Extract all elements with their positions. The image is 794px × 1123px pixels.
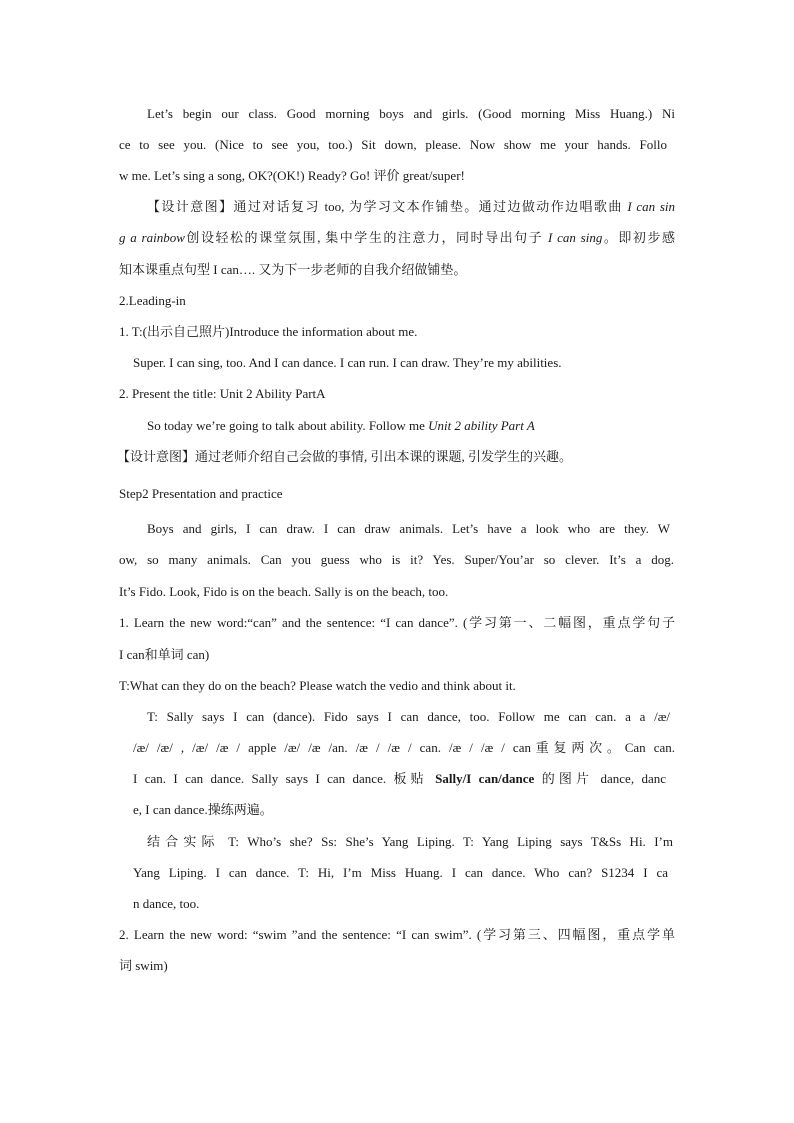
intro-line-3: w me. Let’s sing a song, OK?(OK!) Ready? Go! 评价 great/super! — [119, 168, 465, 183]
step2-item-1-line-1: 1. Learn the new word:“can” and the sentence: “I can dance”. (学习第一、二幅图，重点学句子 — [119, 615, 675, 630]
leading-item-2: 2. Present the title: Unit 2 Ability PartA — [119, 386, 326, 401]
step2-para-line-3: It’s Fido. Look, Fido is on the beach. Sally is on the beach, too. — [119, 584, 449, 599]
step2-item-2-line-2: 词 swim) — [119, 958, 168, 973]
real-life-line-1: 结合实际 T: Who’s she? Ss: She’s Yang Liping. T: Yang Liping says T&Ss Hi. I’m — [147, 834, 673, 849]
design-intent-1-line-3: 知本课重点句型 I can…. 又为下一步老师的自我介绍做铺垫。 — [119, 262, 467, 277]
step2-item-1-line-2: I can和单词 can) — [119, 647, 210, 662]
real-life-line-3: n dance, too. — [133, 896, 200, 911]
teaching-line-4: e, I can dance.操练两遍。 — [133, 802, 273, 817]
step2-para-line-1: Boys and girls, I can draw. I can draw animals. Let’s have a look who are they. W — [147, 521, 670, 536]
step2-question: T:What can they do on the beach? Please watch the vedio and think about it. — [119, 678, 516, 693]
intro-line-2: ce to see you. (Nice to see you, too.) Sit down, please. Now show me your hands. Follo — [119, 137, 667, 152]
design-intent-1-line-1: 【设计意图】通过对话复习 too, 为学习文本作铺垫。通过边做动作边唱歌曲 I can sin — [147, 199, 675, 214]
leading-in-heading: 2.Leading-in — [119, 293, 186, 308]
step2-heading: Step2 Presentation and practice — [119, 486, 283, 501]
step2-item-2-line-1: 2. Learn the new word: “swim ”and the sentence: “I can swim”. (学习第三、四幅图，重点学单 — [119, 927, 675, 942]
design-intent-1-line-2: g a rainbow创设轻松的课堂氛围, 集中学生的注意力，同时导出句子 I can sing。即初步感 — [119, 230, 675, 245]
real-life-line-2: Yang Liping. I can dance. T: Hi, I’m Miss Huang. I can dance. Who can? S1234 I ca — [133, 865, 668, 880]
leading-item-1-detail: Super. I can sing, too. And I can dance. I can run. I can draw. They’re my abilities. — [133, 355, 562, 370]
design-intent-2: 【设计意图】通过老师介绍自己会做的事情, 引出本课的课题, 引发学生的兴趣。 — [117, 449, 573, 464]
teaching-line-2: /æ/ /æ/ , /æ/ /æ / apple /æ/ /æ /an. /æ / /æ / can. /æ / /æ / can重复两次。Can can. — [133, 740, 675, 755]
step2-para-line-2: ow, so many animals. Can you guess who is it? Yes. Super/You’ar so clever. It’s a dog. — [119, 552, 674, 567]
teaching-line-3: I can. I can dance. Sally says I can dance. 板贴 Sally/I can/dance 的图片 dance, danc — [133, 771, 667, 786]
teaching-line-1: T: Sally says I can (dance). Fido says I can dance, too. Follow me can can. a a /æ/ — [147, 709, 670, 724]
intro-line-1: Let’s begin our class. Good morning boys and girls. (Good morning Miss Huang.) Ni — [147, 106, 675, 121]
leading-item-2-detail: So today we’re going to talk about ability. Follow me Unit 2 ability Part A — [147, 418, 535, 433]
leading-item-1: 1. T:(出示自己照片)Introduce the information about me. — [119, 324, 418, 339]
